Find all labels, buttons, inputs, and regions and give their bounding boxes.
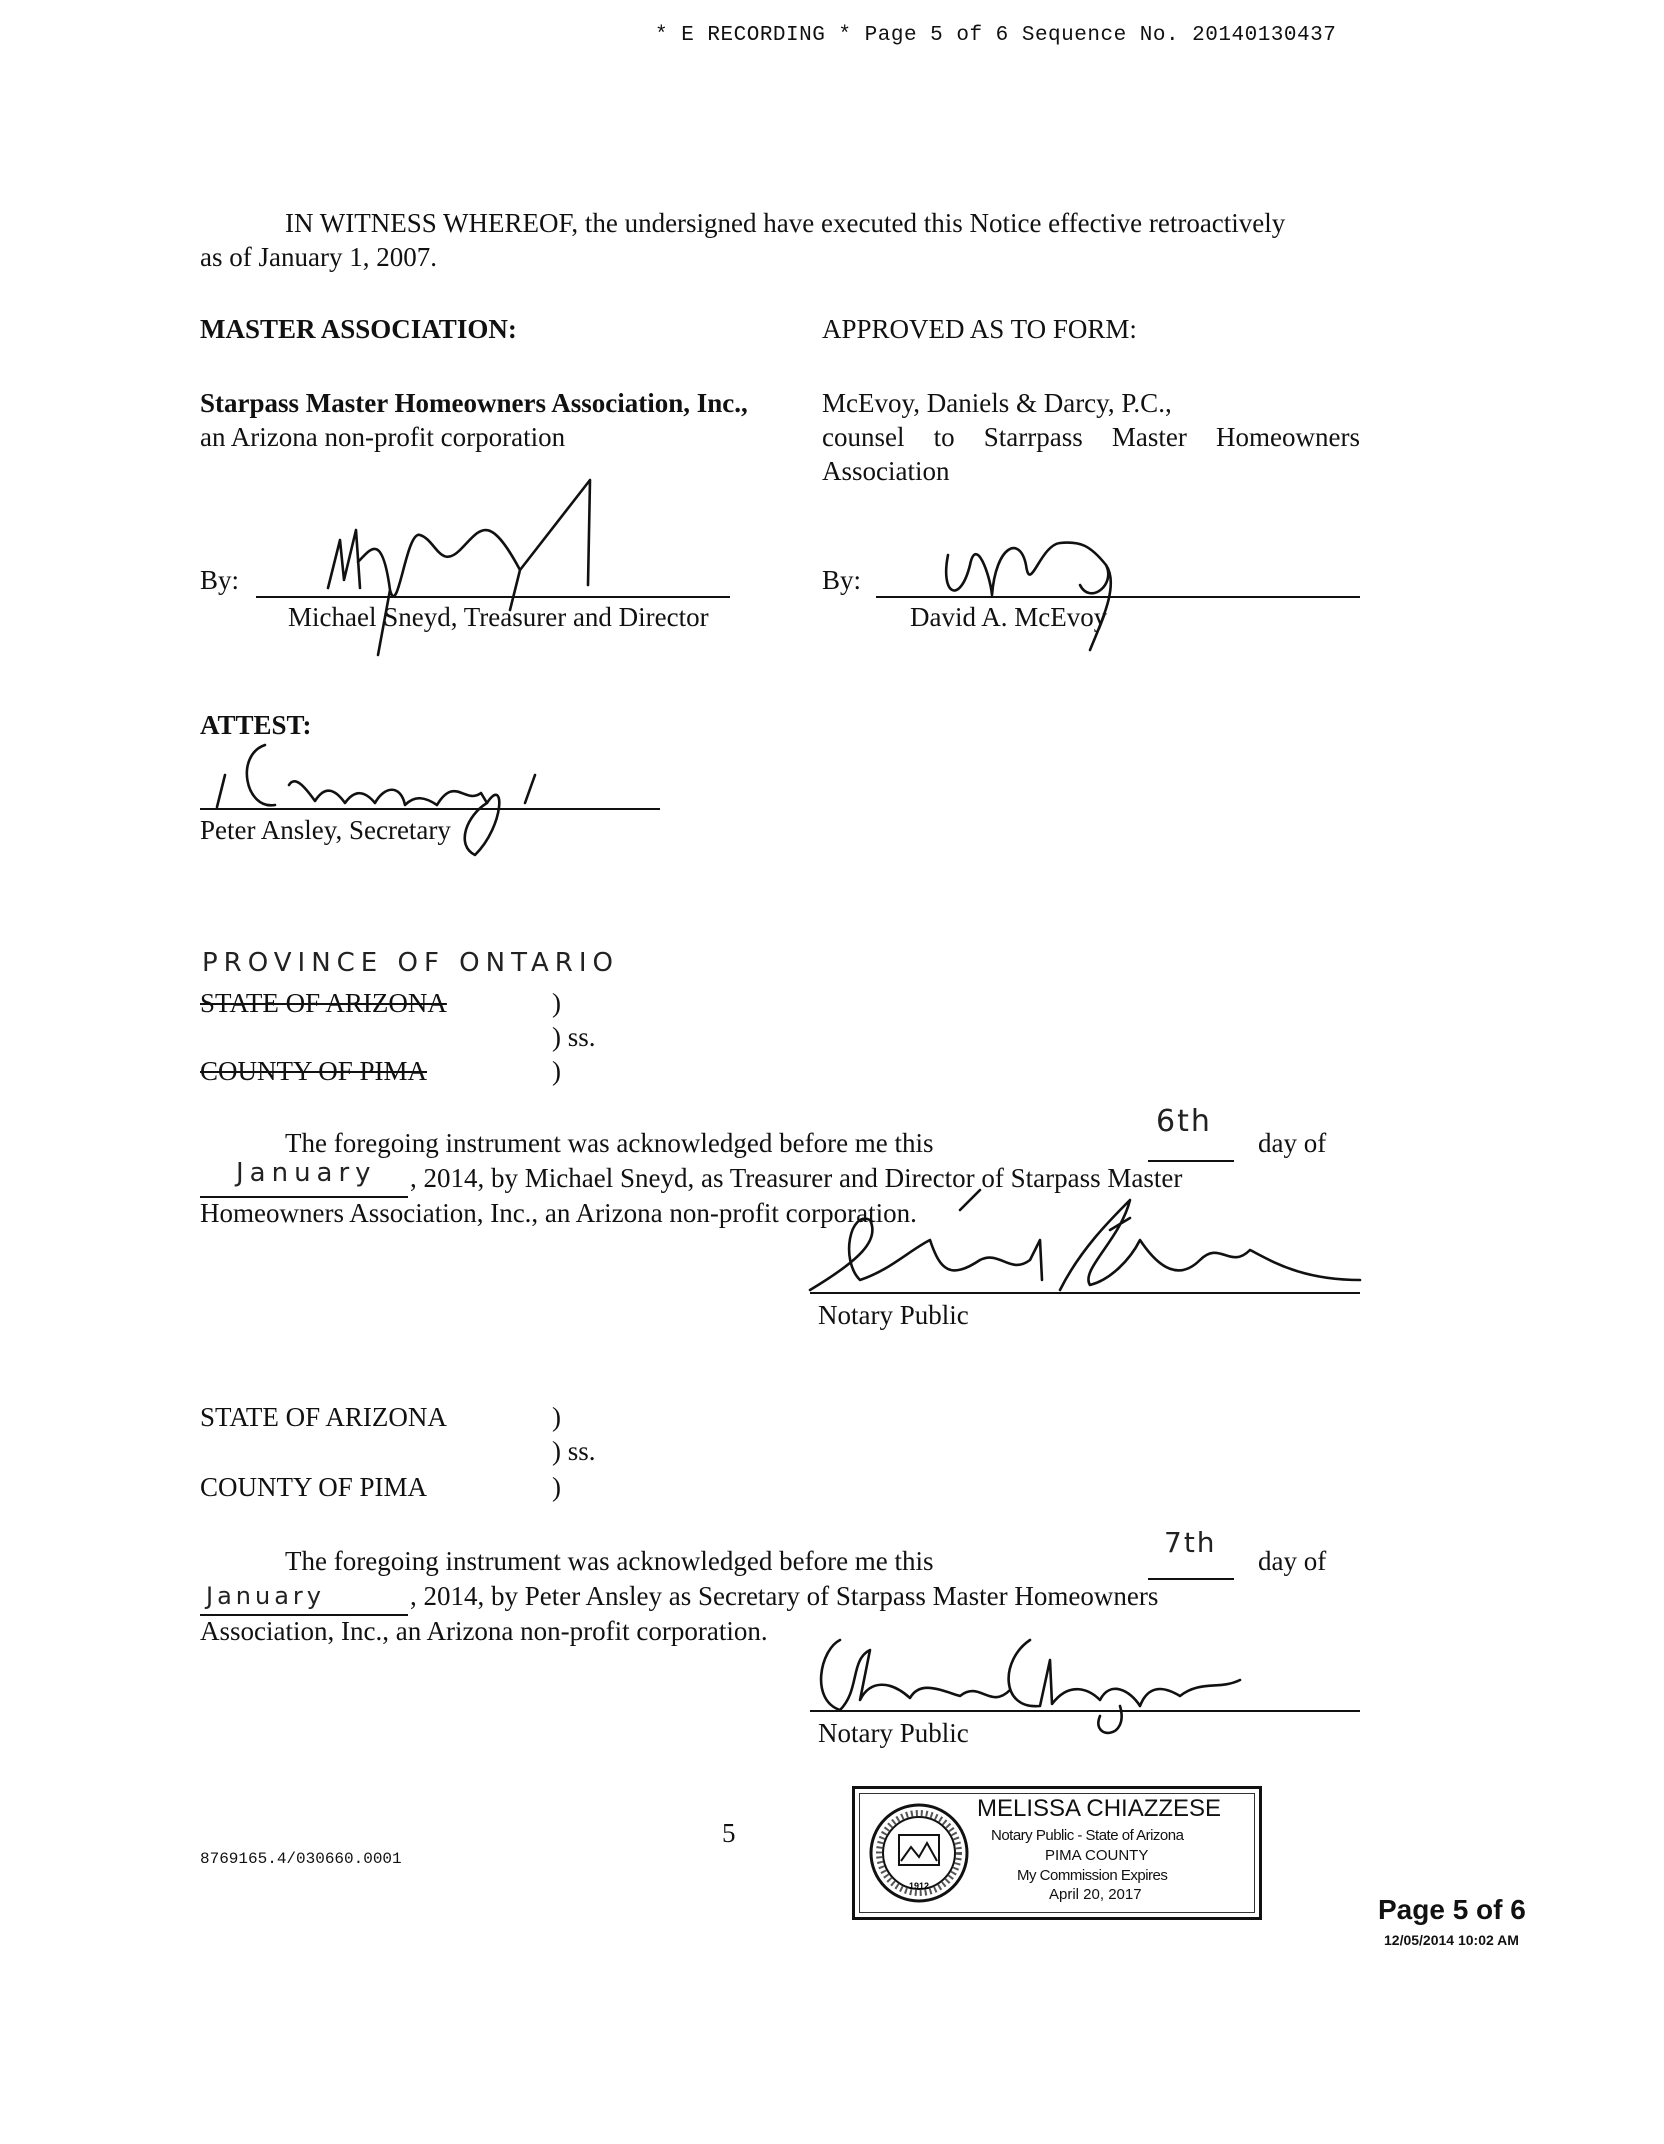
document-id: 8769165.4/030660.0001: [200, 1850, 402, 1868]
master-org-name: Starpass Master Homeowners Association, Inc.,: [200, 388, 748, 418]
page-number: 5: [722, 1818, 736, 1848]
recording-header: * E RECORDING * Page 5 of 6 Sequence No. 20140130437: [655, 24, 1337, 47]
approved-firm: McEvoy, Daniels & Darcy, P.C.,: [822, 388, 1172, 418]
venue2-ss: ) ss.: [552, 1436, 596, 1466]
ack1-month-handwritten: January: [236, 1158, 377, 1188]
witness-line-1: IN WITNESS WHEREOF, the undersigned have executed this Notice effective retroactively: [285, 208, 1286, 238]
venue1-paren-open: ): [552, 988, 561, 1018]
ack1-line3: Homeowners Association, Inc., an Arizona non-profit corporation.: [200, 1198, 917, 1228]
approved-signer: David A. McEvoy: [910, 602, 1108, 632]
ack2-notary-label: Notary Public: [818, 1718, 969, 1748]
ack2-line1b: day of: [1258, 1546, 1327, 1576]
ack2-line1a: The foregoing instrument was acknowledged before me this: [285, 1546, 934, 1576]
venue2-paren-close: ): [552, 1472, 561, 1502]
ack1-day-line: [1148, 1160, 1234, 1162]
seal-year: 1912: [908, 1881, 930, 1891]
ack2-line3: Association, Inc., an Arizona non-profit corporation.: [200, 1616, 768, 1646]
stamp-line-1: Notary Public - State of Arizona: [991, 1827, 1184, 1844]
ack2-day-handwritten: 7th: [1164, 1526, 1217, 1559]
venue1-ss: ) ss.: [552, 1022, 596, 1052]
venue1-county: COUNTY OF PIMA: [200, 1056, 428, 1086]
witness-line-2: as of January 1, 2007.: [200, 242, 437, 272]
ack1-line1a: The foregoing instrument was acknowledged before me this: [285, 1128, 934, 1158]
attest-signer: Peter Ansley, Secretary: [200, 815, 451, 845]
signature-sneyd: [310, 470, 610, 660]
approved-counsel-line-2: Association: [822, 456, 950, 486]
ack2-month-handwritten: January: [206, 1582, 325, 1610]
notary-stamp: [852, 1786, 1262, 1920]
venue2-paren-open: ): [552, 1402, 561, 1432]
master-signer: Michael Sneyd, Treasurer and Director: [288, 602, 709, 632]
signature-notary-2: [800, 1620, 1260, 1750]
attest-heading: ATTEST:: [200, 710, 312, 740]
venue2-state: STATE OF ARIZONA: [200, 1402, 447, 1432]
stamp-line-2: PIMA COUNTY: [1045, 1847, 1149, 1864]
page-of-label: Page 5 of 6: [1378, 1894, 1526, 1925]
stamp-line-3: My Commission Expires: [1017, 1867, 1168, 1884]
ack1-notary-label: Notary Public: [818, 1300, 969, 1330]
approved-heading: APPROVED AS TO FORM:: [822, 314, 1137, 344]
approved-counsel-line-1: counsel to Starrpass Master Homeowners: [822, 422, 1360, 452]
signature-notary-1: [780, 1180, 1380, 1330]
venue1-state: STATE OF ARIZONA: [200, 988, 447, 1018]
ack1-line2: , 2014, by Michael Sneyd, as Treasurer and Director of Starpass Master: [410, 1163, 1183, 1193]
page-timestamp: 12/05/2014 10:02 AM: [1384, 1932, 1519, 1948]
master-by-label: By:: [200, 565, 240, 595]
ack2-line2: , 2014, by Peter Ansley as Secretary of Starpass Master Homeowners: [410, 1581, 1159, 1611]
master-org-desc: an Arizona non-profit corporation: [200, 422, 566, 452]
stamp-name: MELISSA CHIAZZESE: [977, 1795, 1222, 1822]
venue1-handwritten-province: PROVINCE OF ONTARIO: [202, 948, 619, 978]
venue1-paren-close: ): [552, 1056, 561, 1086]
approved-by-label: By:: [822, 565, 862, 595]
venue2-county: COUNTY OF PIMA: [200, 1472, 428, 1502]
signature-ansley: [205, 715, 635, 865]
ack1-day-handwritten: 6th: [1156, 1104, 1212, 1139]
arizona-seal-icon: [867, 1801, 971, 1905]
stamp-line-4: April 20, 2017: [1049, 1886, 1142, 1903]
signature-mcevoy: [930, 525, 1150, 655]
ack2-day-line: [1148, 1578, 1234, 1580]
master-heading: MASTER ASSOCIATION:: [200, 314, 517, 344]
ack1-line1b: day of: [1258, 1128, 1327, 1158]
